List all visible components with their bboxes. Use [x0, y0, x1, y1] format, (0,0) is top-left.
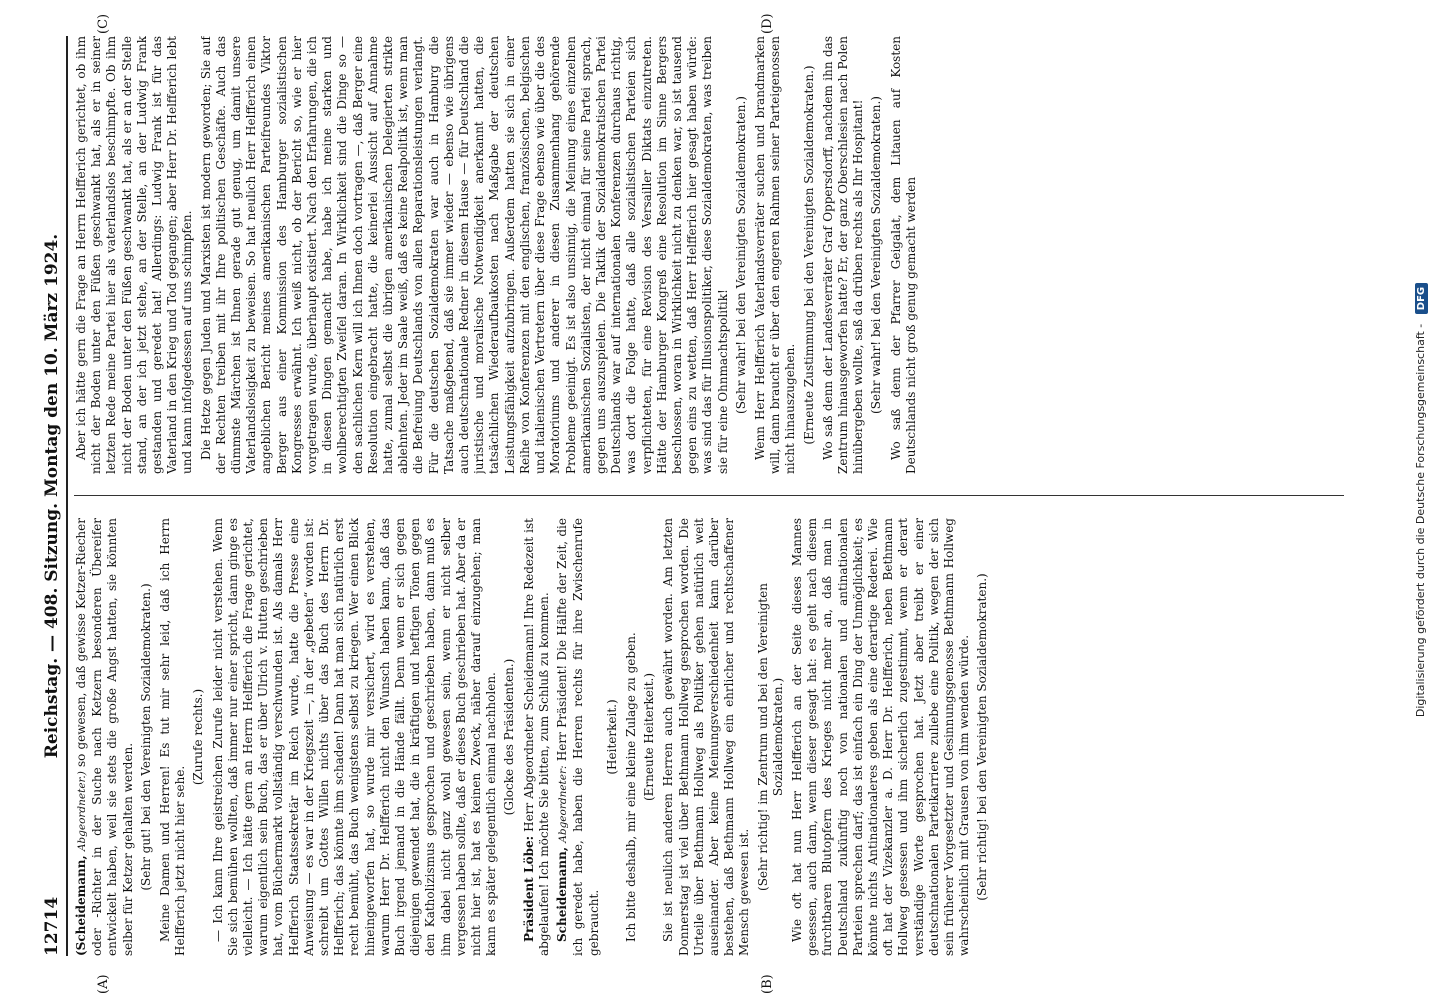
interjection: (Sehr richtig! im Zentrum und bei den Vereinigten Sozialdemokraten.): [755, 583, 785, 891]
credit-text: Digitalisierung gefördert durch die Deutsche Forschungsgemeinschaft -: [1414, 323, 1427, 718]
margin-mark-c: (C): [96, 13, 111, 34]
paragraph-text: Herr Präsident! Die Hälfte der Zeit, die ich geredet habe, haben die Herren rechts für ihre Zwischenrufe gebraucht.: [555, 518, 601, 956]
paragraph: Aber ich hätte gern die Frage an Herrn Helfferich gerichtet, ob ihm nicht der Boden unter den Füßen geschwankt hat, als er in seiner letzten Rede meine Partei hier als vaterlandslos beschimpfte. Ob ihm nicht der Boden unter den Füßen geschwankt hat, als er an der Stelle stand, an der ich jetzt stehe, an der Stelle, an der Ludwig Frank gestanden und geredet hat! Allerdings: Ludwig Frank ist für das Vaterland in den Krieg und Tod gegangen; aber Herr Dr. Helfferich lebt und kann infolgedessen auf uns schimpfen.: [74, 36, 195, 474]
paragraph: — Ich kann Ihre geistreichen Zurufe leider nicht verstehen. Wenn Sie sich bemühen wollten, daß immer nur einer spricht, dann ginge es vielleicht. — Ich hätte gern an Herrn Helfferich die Frage gerichtet, warum eigentlich sein Buch, das er über Ulrich v. Hutten geschrieben hat, vom Büchermarkt vollständig verschwunden ist. Als damals Herr Helfferich Staatssekretär im Reich wurde, hatte die Presse eine Anweisung — es war in der Kriegszeit —, in der „gebeten“ worden ist: schreibt um Gottes Willen nichts über das Buch des Herrn Dr. Helfferich; das könnte ihm schaden! Dann hat man sich natürlich erst recht bemüht, das Buch wenigstens selbst zu kriegen. Wer einen Blick hineingeworfen hat, so wurde mir versichert, wird es verstehen, warum Herr Dr. Helfferich nicht den Wunsch haben kann, daß das Buch irgend jemand in die Hände fällt. Denn wenn er sich gegen diejenigen gewendet hat, die in kräftigen und heftigen Tönen gegen den Katholizismus gesprochen und geschrieben haben, dann muß es ihm dabei nicht ganz wohl gewesen sein, wenn er nicht selber vergessen haben sollte, daß er dieses Buch geschrieben hat. Aber da er nicht hier ist, hat es keinen Zweck, näher darauf einzugehen; man kann es später gelegentlich einmal nachholen.: [210, 518, 499, 956]
interjection: (Sehr gut! bei den Vereinigten Sozialdemokraten.): [138, 583, 153, 891]
interjection: (Erneute Zustimmung bei den Vereinigten Sozialdemokraten.): [801, 65, 816, 445]
paragraph: Sie ist neulich anderen Herren auch gewährt worden. Am letzten Donnerstag ist viel über Bethmann Hollweg gesprochen worden. Die Urteile über Bethmann Hollweg als Politiker gehen natürlich weit auseinander. Aber keine Meinungsverschiedenheit kann darüber bestehen, daß Bethmann Hollweg ein ehrlicher und rechtschaffener Mensch gewesen ist.: [661, 518, 752, 956]
paragraph: [522, 518, 552, 956]
interjection: (Sehr wahr! bei den Vereinigten Sozialdemokraten.): [733, 96, 748, 414]
margin-mark-a: (A): [96, 974, 111, 994]
paragraph: Wo saß denn der Landesverräter Graf Oppersdorff, nachdem ihn das Zentrum hinausgeworfen hatte? Er, der ganz Oberschlesien nach Polen hinübergeben wollte, saß da drüben rechts als Ihr Hospitant!: [820, 36, 866, 474]
speaker-role: Abgeordneter:: [557, 765, 570, 843]
margin-mark-d: (D): [760, 13, 775, 34]
paragraph: [555, 518, 602, 956]
page-title: Reichstag. — 408. Sitzung. Montag den 10. März 1924.: [42, 233, 62, 759]
page-header: [40, 36, 68, 956]
page-number: 12714: [42, 896, 62, 956]
speaker-name: Scheidemann,: [555, 846, 570, 942]
interjection: (Sehr richtig! bei den Vereinigten Sozialdemokraten.): [975, 573, 990, 901]
interjection: (Heiterkeit.): [604, 699, 619, 775]
column-divider: [74, 495, 1344, 496]
paragraph-text: Herr Abgeordneter Scheidemann! Ihre Redezeit ist abgelaufen! Ich möchte Sie bitten, zum Schluß zu kommen.: [521, 518, 551, 956]
speaker-name: Präsident Löbe:: [521, 835, 536, 942]
left-column: [74, 518, 1344, 956]
paragraph: Meine Damen und Herren! Es tut mir sehr leid, daß ich Herrn Helfferich jetzt nicht hier sehe.: [158, 518, 188, 956]
paragraph-text: so gewesen, daß gewisse Ketzer-Riecher oder -Richter in der Suche nach Ketzern besonderen Übereifer entwickelt haben, weil sie stets die große Angst hatten, sie könnten selber für Ketzer gehalten werden.: [74, 518, 135, 956]
paragraph: Wie oft hat nun Herr Helfferich an der Seite dieses Mannes gesessen, auch dann, wenn dieser gesagt hat: es geht nach diesem furchtbaren Blutopfern des Krieges nicht mehr an, daß man in Deutschland zukünftig noch von nationalen und antinationalen Parteien sprechen darf; das ist einfach ein Ding der Unmöglichkeit; es könnte nichts Antinationaleres geben als eine derartige Rederei. Wie oft hat der Vizekanzler a. D. Herr Dr. Helfferich, neben Bethmann Hollweg gesessen und ihm sicherlich zugestimmt, wenn er derart verständige Worte gesprochen hat. Jetzt aber treibt er einer deutschnationalen Parteikarriere zuliebe eine Politik, wegen der sich sein früherer Vorgesetzter und Gesinnungsgenosse Bethmann Hollweg wahrscheinlich mit Grausen von ihm wenden würde.: [789, 518, 972, 956]
right-column: [74, 36, 1344, 474]
paragraph: [74, 518, 136, 956]
paragraph: Wo saß denn der Pfarrer Geigalat, dem Litauen auf Kosten Deutschlands nicht groß genug gemacht werden: [888, 36, 918, 474]
interjection: (Zurufe rechts.): [191, 688, 206, 786]
dfg-logo: DFG: [1415, 283, 1428, 314]
speaker-name: (Scheidemann,: [74, 855, 88, 956]
digitization-credit: [1414, 0, 1428, 1000]
paragraph: Die Hetze gegen Juden und Marxisten ist modern geworden; Sie auf der Rechten treiben mit ihr Ihre politischen Geschäfte. Auch das dümmste Märchen ist Ihnen gerade gut genug, um damit unsere Vaterlandslosigkeit zu beweisen. So hat neulich Herr Helfferich einen angeblichen Bericht meines amerikanischen Parteifreundes Viktor Berger aus einer Kommission des Hamburger sozialistischen Kongresses erwähnt. Ich weiß nicht, ob der Bericht so, wie er hier vorgetragen wurde, überhaupt existiert. Nach den Erfahrungen, die ich in diesen Dingen gemacht habe, habe ich meine starken und wohlberechtigten Zweifel daran. In Wirklichkeit sind die Dinge so — den sachlichen Kern will ich Ihnen doch vortragen —, daß Berger eine Resolution eingebracht hatte, die keinerlei Aussicht auf Annahme hatte, zumal selbst die übrigen amerikanischen Delegierten strikte ablehnten. Jeder im Saale weiß, daß es keine Realpolitik ist, wenn man die Befreiung Deutschlands von allen Reparationsleistungen verlangt. Für die deutschen Sozialdemokraten war auch in Hamburg die Tatsache maßgebend, daß sie immer wieder — ebenso wie übrigens auch deutschnationale Redner in diesem Hause — für Deutschland die juristische und moralische Notwendigkeit anerkannt hatten, die tatsächlichen Wiederaufbaukosten nach Maßgabe der deutschen Leistungsfähigkeit aufzubringen. Außerdem hatten sie sich in einer Reihe von Konferenzen mit den englischen, französischen, belgischen und italienischen Vertretern über diese Frage ebenso wie über die des Moratoriums und anderer in diesen Zusammenhang gehörende Probleme geeinigt. Es ist also unsinnig, die Meinung eines einzelnen amerikanischen Sozialisten, der nicht einmal für seine Partei sprach, gegen uns auszuspielen. Die Taktik der Sozialdemokratischen Partei Deutschlands war auf internationalen Konferenzen durchaus richtig, was dort die Folge hatte, daß alle sozialistischen Parteien sich verpflichteten, für eine Revision des Versailler Diktats einzutreten. Hätte der Hamburger Kongreß eine Resolution im Sinne Bergers beschlossen, woran in Wirklichkeit nicht zu denken war, so ist tausend gegen eins zu wetten, daß Herr Helfferich hier gesagt haben würde: was sind das für Illusionspolitiker, diese Sozialdemokraten, was treiben sie für eine Ohnmachtspolitik!: [198, 36, 730, 474]
interjection: (Sehr wahr! bei den Vereinigten Sozialdemokraten.): [869, 96, 884, 414]
speaker-role: Abgeordneter.): [76, 771, 88, 852]
margin-mark-b: (B): [760, 974, 775, 994]
paragraph: Wenn Herr Helfferich Vaterlandsverräter suchen und brandmarken will, dann braucht er über den engeren Rahmen seiner Parteigenossen nicht hinauszugehen.: [752, 36, 798, 474]
interjection: (Erneute Heiterkeit.): [642, 672, 657, 802]
paragraph: Ich bitte deshalb, mir eine kleine Zulage zu geben.: [623, 632, 638, 942]
interjection: (Glocke des Präsidenten.): [502, 658, 517, 816]
